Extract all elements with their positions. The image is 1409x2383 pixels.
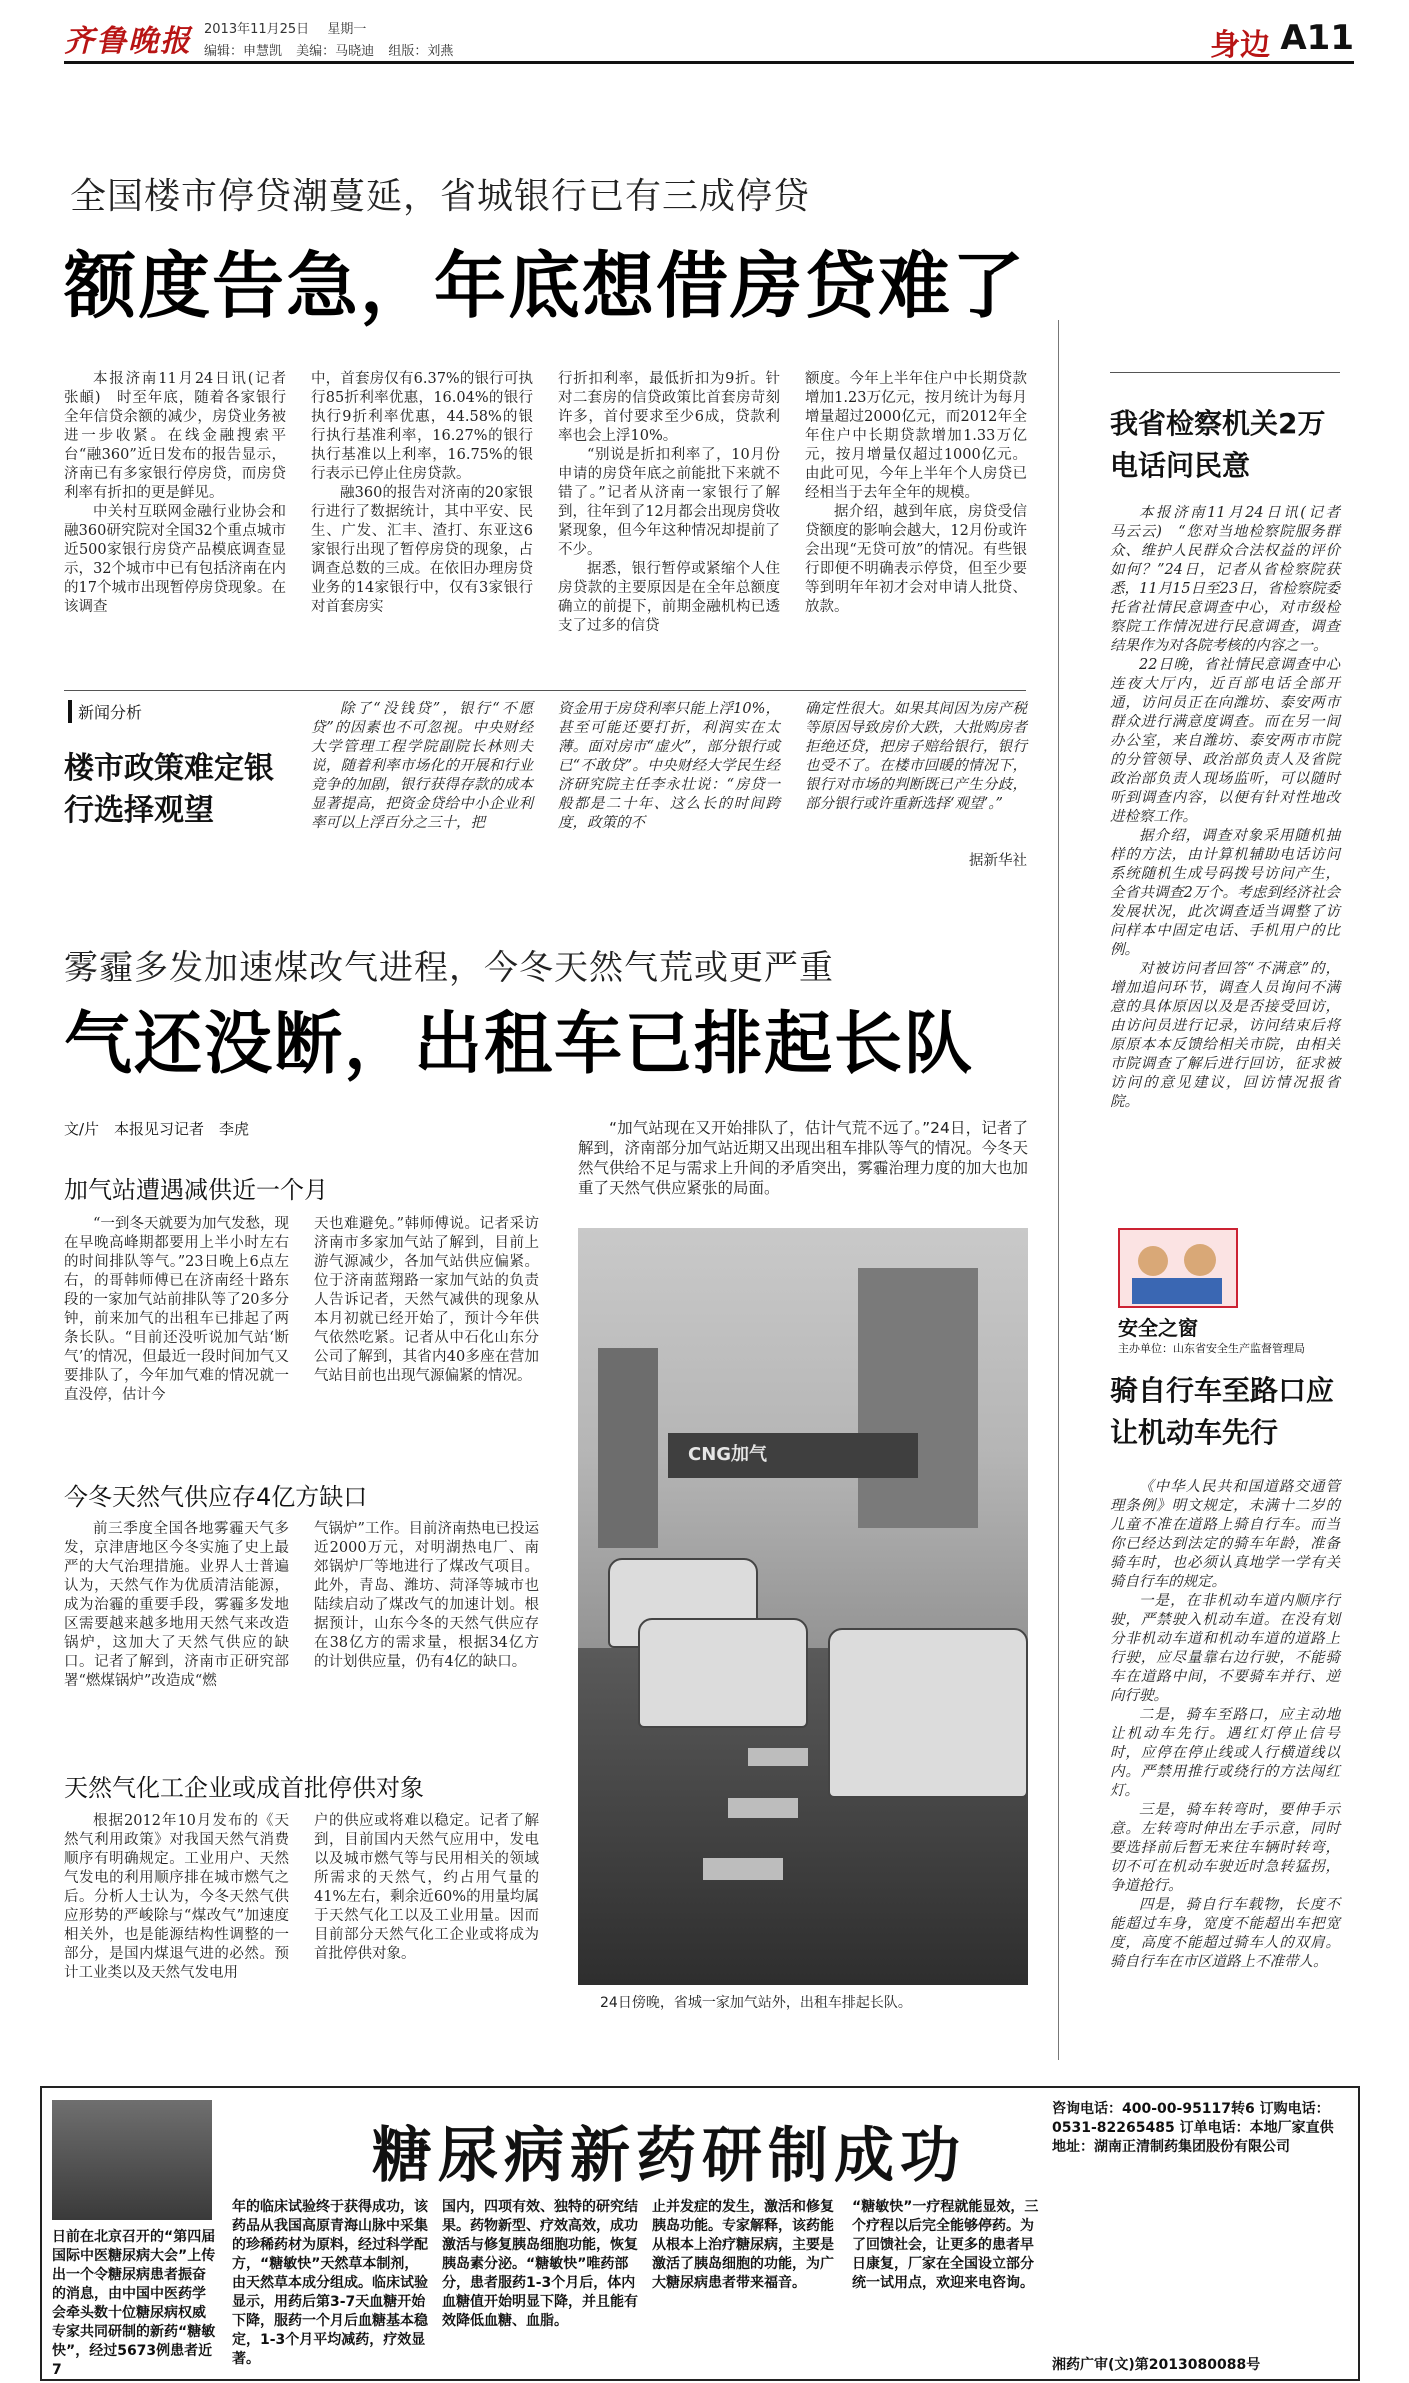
divider	[64, 690, 1026, 691]
paragraph: 据悉，银行暂停或紧缩个人住房贷款的主要原因是在全年总额度确立的前提下，前期金融机构已透支了过多的信贷	[558, 561, 780, 634]
paragraph: 二是，骑车至路口，应主动地让机动车先行。遇红灯停止信号时，应停在停止线或人行横道线以内。严禁用推行或绕行的方法闯红灯。	[1110, 1707, 1340, 1799]
paragraph: 资金用于房贷利率只能上浮10%，甚至可能还要打折，利润实在太薄。面对房市“虚火”，部分银行或已“不敢贷”。中央财经大学民生经济研究院主任李永壮说：“房贷一般都是二十年、这么长的时间跨度，政策的不	[558, 701, 780, 831]
section-name: 身边	[1210, 28, 1270, 63]
gas-headline: 气还没断，出租车已排起长队	[64, 1005, 975, 1084]
analysis-column-3	[805, 700, 1027, 850]
editors-line	[204, 40, 463, 59]
issue-date: 2013年11月25日	[204, 22, 310, 37]
safety-headline: 骑自行车至路口应让机动车先行	[1110, 1374, 1335, 1449]
photo-caption: 24日傍晚，省城一家加气站外，出租车排起长队。	[600, 1995, 912, 2011]
sidebar-title: 我省检察机关2万电话问民意	[1110, 407, 1326, 482]
gas-sub1-column-2	[314, 1215, 539, 1445]
paragraph: “别说是折扣利率了，10月份申请的房贷年底之前能批下来就不错了。”记者从济南一家银行了解到，往年到了12月都会出现房贷收紧现象，但今年这种情况却提前了不少。	[558, 447, 780, 558]
art-editor: 美编：马晓迪	[296, 44, 375, 59]
lead-column-2	[311, 370, 533, 666]
analysis-tag: 新闻分析	[68, 700, 142, 723]
cartoon-head	[1138, 1246, 1168, 1276]
paragraph: 天也难避免。”韩师傅说。记者采访济南市多家加气站了解到，目前上游气源减少，各加气站供应偏紧。位于济南蓝翔路一家加气站的负责人告诉记者，天然气减供的现象从本月初就已经开始了，预计今年供气依然吃紧。记者从中石化山东分公司了解到，其省内40多座在营加气站目前也出现气源偏紧的情况。	[314, 1216, 539, 1384]
paragraph: 《中华人民共和国道路交通管理条例》明文规定，未满十二岁的儿童不准在道路上骑自行车。而当你已经达到法定的骑车年龄，准备骑车时，也必须认真地学一学有关骑自行车的规定。	[1110, 1479, 1340, 1590]
gas-sub2-column-1	[64, 1520, 289, 1750]
paragraph: 除了“没钱贷”，银行“不愿贷”的因素也不可忽视。中央财经大学管理工程学院副院长林则夫说，随着利率市场化的开展和行业竞争的加剧，银行获得存款的成本显著提高，把资金贷给中小企业利率可以上浮百分之三十，把	[311, 701, 533, 831]
building-shape	[598, 1348, 658, 1548]
analysis-column-2	[558, 700, 780, 870]
gas-sub2-column-2	[314, 1520, 539, 1750]
page-number: A11	[1280, 18, 1354, 58]
gas-subhead-2: 今冬天然气供应存4亿方缺口	[64, 1483, 368, 1511]
taxi-shape	[828, 1628, 1028, 1798]
taxi-shape	[638, 1618, 808, 1728]
paragraph: “一到冬天就要为加气发愁，现在早晚高峰期都要用上半小时左右的时间排队等气。”23日晚上6点左右，的哥韩师傅已在济南经十路东段的一家加气站前排队等了20多分钟，前来加气的出租车已排起了两条长队。“目前还没听说加气站‘断气’的情况，但最近一段时间加气又要排队了，今年加气难的情况就一直没停，估计今	[64, 1216, 289, 1403]
masthead	[64, 16, 1354, 64]
safety-body	[1110, 1478, 1340, 2038]
lead-column-3	[558, 370, 780, 666]
paragraph: 据介绍，调查对象采用随机抽样的方法，由计算机辅助电话访问系统随机生成号码拨号访问产生，全省共调查2万个。考虑到经济社会发展状况，此次调查适当调整了访问样本中固定电话、手机用户的比例。	[1110, 828, 1340, 958]
newspaper-logo: 齐鲁晚报	[64, 24, 192, 59]
gas-subhead-1: 加气站遭遇减供近一个月	[64, 1176, 328, 1204]
cartoon-body	[1132, 1278, 1222, 1304]
road-stripe	[703, 1858, 783, 1880]
advertisement	[40, 2086, 1360, 2381]
gas-sub3-column-2	[314, 1812, 539, 2032]
ad-column-5: “糖敏快”一疗程就能显效，三个疗程以后完全能够停药。为了回馈社会，让更多的患者早日康复，厂家在全国设立部分统一试用点，欢迎来电咨询。	[852, 2199, 1039, 2291]
editor: 编辑：申慧凯	[204, 44, 283, 59]
building-shape	[858, 1268, 978, 1528]
ad-column-4: 止并发症的发生，激活和修复胰岛功能。专家解释，该药能从根本上治疗糖尿病，主要是激活了胰岛细胞的功能，为广大糖尿病患者带来福音。	[652, 2199, 834, 2291]
gas-lead	[578, 1118, 1028, 1218]
paragraph: 确定性很大。如果其间因为房产税等原因导致房价大跌，大批购房者拒绝还贷，把房子赔给银行，银行也受不了。在楼市回暖的情况下，银行对市场的判断既已产生分歧，部分银行或许重新选择‘观望’。”	[805, 701, 1027, 812]
analysis-column-1	[311, 700, 533, 870]
gas-kicker: 雾霾多发加速煤改气进程，今冬天然气荒或更严重	[64, 948, 834, 988]
road-stripe	[748, 1748, 808, 1766]
safety-title: 安全之窗	[1118, 1316, 1198, 1340]
paragraph: 融360的报告对济南的20家银行进行了数据统计，其中平安、民生、广发、汇丰、渣打、东亚这6家银行出现了暂停房贷的现象，占调查总数的三成。在依旧办理房贷业务的14家银行中，仅有3家银行对首套房实	[311, 485, 533, 615]
paragraph: 本报济南11月24日讯(记者 马云云) “您对当地检察院服务群众、维护人民群众合法权益的评价如何？”24日，记者从省检察院获悉，11月15日至23日，省检察院委托省社情民意调查中心，对市级检察院工作情况进行民意调查，调查结果作为对各院考核的内容之一。	[1110, 505, 1355, 654]
lead-headline: 额度告急，年底想借房贷难了	[64, 244, 1027, 328]
paragraph: 22日晚，省社情民意调查中心连夜大厅内，近百部电话全部开通，访问员正在向潍坊、泰安两市群众进行满意度调查。而在另一间办公室，来自潍坊、泰安两市市院的分管领导、政治部负责人及省院政治部负责人现场监听，可以随时听到调查内容，以便有针对性地改进检察工作。	[1110, 657, 1340, 825]
lead-kicker: 全国楼市停贷潮蔓延，省城银行已有三成停贷	[70, 176, 811, 217]
gas-subhead-3: 天然气化工企业或成首批停供对象	[64, 1774, 424, 1802]
paragraph: 四是，骑自行车载物，长度不能超过车身，宽度不能超出车把宽度，高度不能超过骑车人的双肩。骑自行车在市区道路上不准带人。	[1110, 1897, 1340, 1970]
analysis-byline: 据新华社	[969, 853, 1027, 869]
paragraph: 额度。今年上半年住户中长期贷款增加1.23万亿元，按月统计为每月增量超过2000亿元，而2012年全年住户中长期贷款增加1.33万亿元，按月增量仅超过1000亿元。由此可见，今年上半年个人房贷已经相当于去年全年的规模。	[805, 371, 1027, 501]
paragraph: 根据2012年10月发布的《天然气利用政策》对我国天然气消费顺序有明确规定。工业用户、天然气发电的利用顺序排在城市燃气之后。分析人士认为，今冬天然气供应形势的严峻除与“煤改气”加速度相关外，也是能源结构性调整的一部分，是国内煤退气进的必然。预计工业类以及天然气发电用	[64, 1813, 289, 1981]
ad-column-1: 日前在北京召开的“第四届国际中医糖尿病大会”上传出一个令糖尿病患者振奋的消息，由中国中医药学会牵头数十位糖尿病权威专家共同研制的新药“糖敏快”，经过5673例患者近7	[52, 2229, 216, 2378]
gas-station-photo	[578, 1228, 1028, 1985]
paragraph: 一是，在非机动车道内顺序行驶，严禁驶入机动车道。在没有划分非机动车道和机动车道的道路上行驶，应尽量靠右边行驶，不能骑车在道路中间，不要骑车并行、逆向行驶。	[1110, 1593, 1340, 1704]
paragraph: “加气站现在又开始排队了，估计气荒不远了。”24日，记者了解到，济南部分加气站近期又出现出租车排队等气的情况。今冬天然气供给不足与需求上升间的矛盾突出，雾霾治理力度的加大也加重了天然气供应紧张的局面。	[578, 1119, 1028, 1197]
layout-editor: 组版：刘燕	[388, 44, 454, 59]
paragraph: 气锅炉”工作。目前济南热电已投运近2000万元，对明湖热电厂、南郊锅炉厂等地进行了煤改气项目。此外，青岛、潍坊、菏泽等城市也陆续启动了煤改气的加速计划。根据预计，山东今冬的天然气供应存在38亿方的需求量，根据34亿方的计划供应量，仍有4亿的缺口。	[314, 1521, 539, 1670]
paragraph: 对被访问者回答“不满意”的，增加追问环节，调查人员询问不满意的具体原因以及是否接受回访，由访问员进行记录，访问结束后将原原本本反馈给相关市院，由相关市院调查了解后进行回访，征求被访问的意见建议，回访情况报省院。	[1110, 961, 1340, 1110]
ad-footer: 湘药广审(文)第2013080088号	[1052, 2357, 1261, 2373]
paragraph: 中，首套房仅有6.37%的银行可执行85折利率优惠，16.04%的银行执行9折利率优惠，44.58%的银行执行基准利率，16.27%的银行执行基准以上利率，16.75%的银行表示已停止住房贷款。	[311, 371, 533, 482]
cartoon-head	[1184, 1244, 1216, 1276]
ad-column-6: 咨询电话：400-00-95117转6 订购电话：0531-82265485 订单电话：本地厂家直供 地址：湖南正清制药集团股份有限公司	[1052, 2101, 1334, 2155]
ad-photo	[52, 2100, 212, 2220]
safety-illustration	[1118, 1228, 1238, 1308]
gas-sub3-column-1	[64, 1812, 289, 2032]
gas-sub1-column-1	[64, 1215, 289, 1445]
sidebar-body	[1110, 504, 1355, 1204]
paragraph: 前三季度全国各地雾霾天气多发，京津唐地区今冬实施了史上最严的大气治理措施。业界人士普遍认为，天然气作为优质清洁能源，成为治霾的重要手段，雾霾多发地区需要越来越多地用天然气来改造锅炉，这加大了天然气供应的缺口。记者了解到，济南市正研究部署“燃煤锅炉”改造成“燃	[64, 1521, 289, 1689]
issue-weekday: 星期一	[327, 22, 367, 37]
station-sign: CNG加气	[688, 1444, 768, 1465]
paragraph: 中关村互联网金融行业协会和融360研究院对全国32个重点城市近500家银行房贷产品模底调查显示，32个城市中已有包括济南在内的17个城市出现暂停房贷现象。在该调查	[64, 504, 286, 615]
lead-column-4	[805, 370, 1027, 666]
paragraph: 三是，骑车转弯时，要伸手示意。左转弯时伸出左手示意，同时要选择前后暂无来往车辆时转弯，切不可在机动车驶近时急转猛拐，争道抢行。	[1110, 1802, 1340, 1894]
date-line	[204, 18, 380, 37]
lead-column-1	[64, 370, 301, 666]
divider	[1110, 372, 1340, 373]
paragraph: 户的供应或将难以稳定。记者了解到，目前国内天然气应用中，发电以及城市燃气等与民用相关的领域所需求的天然气，约占用气量的41%左右，剩余近60%的用量均属于天然气化工以及工业用量。因而目前部分天然气化工企业或将成为首批停供对象。	[314, 1813, 539, 1962]
ad-column-2: 年的临床试验终于获得成功，该药品从我国高原青海山脉中采集的珍稀药材为原料，经过科学配方，“糖敏快”天然草本制剂，由天然草本成分组成。临床试验显示，用药后第3-7天血糖开始下降，服药一个月后血糖基本稳定，1-3个月平均减药，疗效显著。	[232, 2199, 428, 2367]
paragraph: 本报济南11月24日讯(记者 张頔) 时至年底，随着各家银行全年信贷余额的减少，房贷业务被进一步收紧。在线金融搜索平台“融360”近日发布的报告显示，济南已有多家银行停房贷，而房贷利率有折扣的更是鲜见。	[64, 371, 301, 501]
safety-sponsor: 主办单位：山东省安全生产监督管理局	[1118, 1342, 1305, 1355]
paragraph: 据介绍，越到年底，房贷受信贷额度的影响会越大，12月份或许会出现“无贷可放”的情况。有些银行即便不明确表示停贷，但至少要等到明年年初才会对申请人批贷、放款。	[805, 504, 1027, 615]
paragraph: 行折扣利率，最低折扣为9折。针对二套房的信贷政策比首套房苛刻许多，首付要求至少6成，贷款利率也会上浮10%。	[558, 371, 780, 444]
analysis-title: 楼市政策难定银行选择观望	[64, 751, 274, 828]
ad-column-3: 国内，四项有效、独特的研究结果。药物新型、疗效高效，成功激活与修复胰岛细胞功能，恢复胰岛素分泌。“糖敏快”唯药部分，患者服药1-3个月后，体内血糖值开始明显下降，并且能有效降低血糖、血脂。	[442, 2199, 638, 2329]
ad-title: 糖尿病新药研制成功	[372, 2121, 966, 2191]
gas-byline: 文/片 本报见习记者 李虎	[64, 1120, 250, 1138]
column-divider	[1058, 320, 1059, 2060]
road-stripe	[728, 1798, 798, 1818]
